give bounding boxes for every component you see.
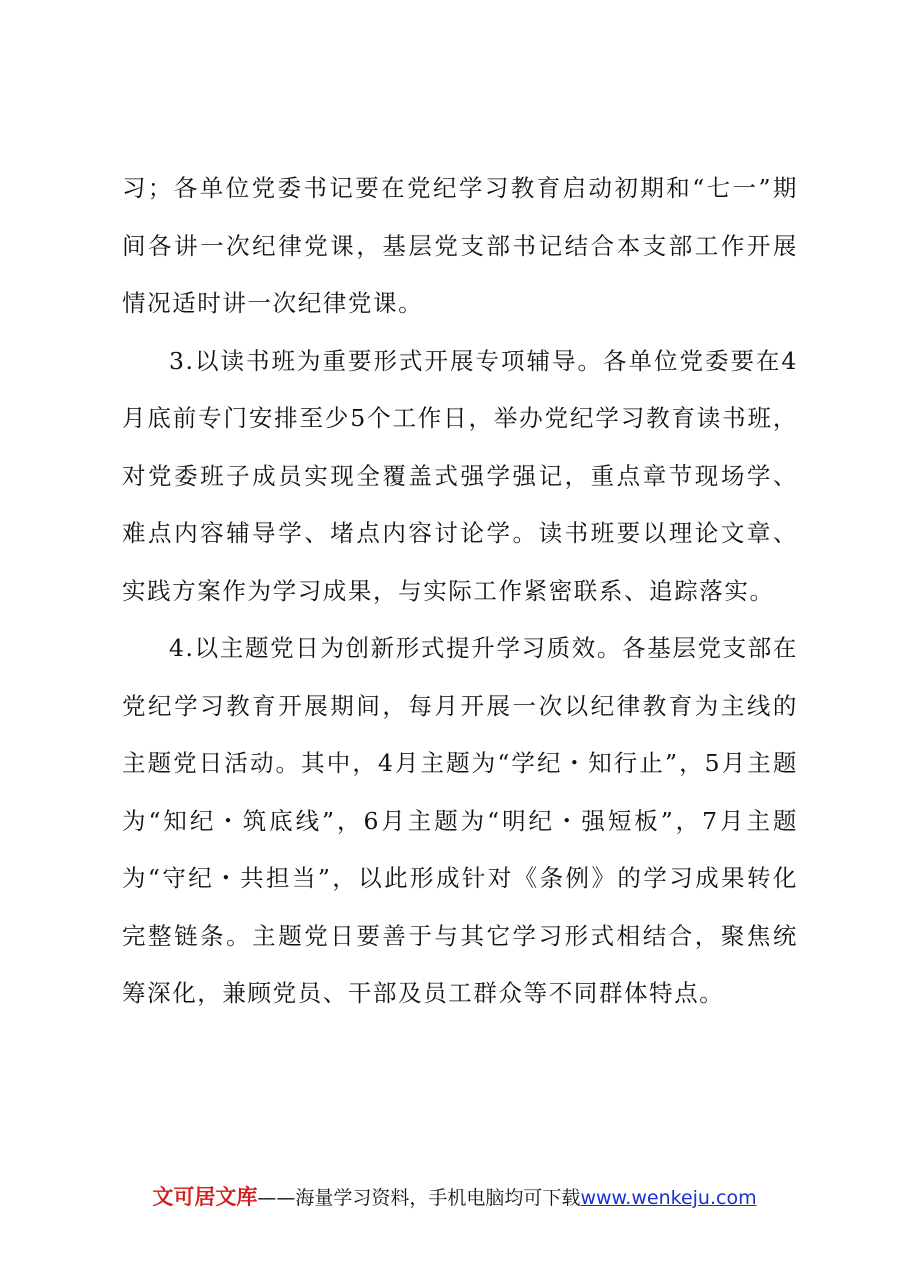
paragraph-reading-class: 3.以读书班为重要形式开展专项辅导。各单位党委要在4月底前专门安排至少5个工作日，举办党纪学习教育读书班，对党委班子成员实现全覆盖式强学强记，重点章节现场学、难点内容辅导学、堵点内容讨论学。读书班要以理论文章、实践方案作为学习成果，与实际工作紧密联系、追踪落实。 (122, 346, 798, 605)
paragraph-continuation: 习；各单位党委书记要在党纪学习教育启动初期和“七一”期间各讲一次纪律党课，基层党支部书记结合本支部工作开展情况适时讲一次纪律党课。 (122, 174, 798, 317)
paragraph-theme-party-day: 4.以主题党日为创新形式提升学习质效。各基层党支部在党纪学习教育开展期间，每月开展一次以纪律教育为主线的主题党日活动。其中，4月主题为“学纪・知行止”，5月主题为“知纪・筑底线”，6月主题为“明纪・强短板”，7月主题为“守纪・共担当”，以此形成针对《条例》的学习成果转化完整链条。主题党日要善于与其它学习形式相结合，聚焦统筹深化，兼顾党员、干部及员工群众等不同群体特点。 (122, 634, 798, 1007)
footer-brand: 文可居文库 (152, 1185, 258, 1209)
document-body (122, 160, 798, 1023)
footer-banner (0, 1182, 909, 1213)
footer-website-link[interactable]: www.wenkeju.com (580, 1187, 757, 1209)
footer-tagline: ——海量学习资料，手机电脑均可下载 (257, 1187, 581, 1209)
